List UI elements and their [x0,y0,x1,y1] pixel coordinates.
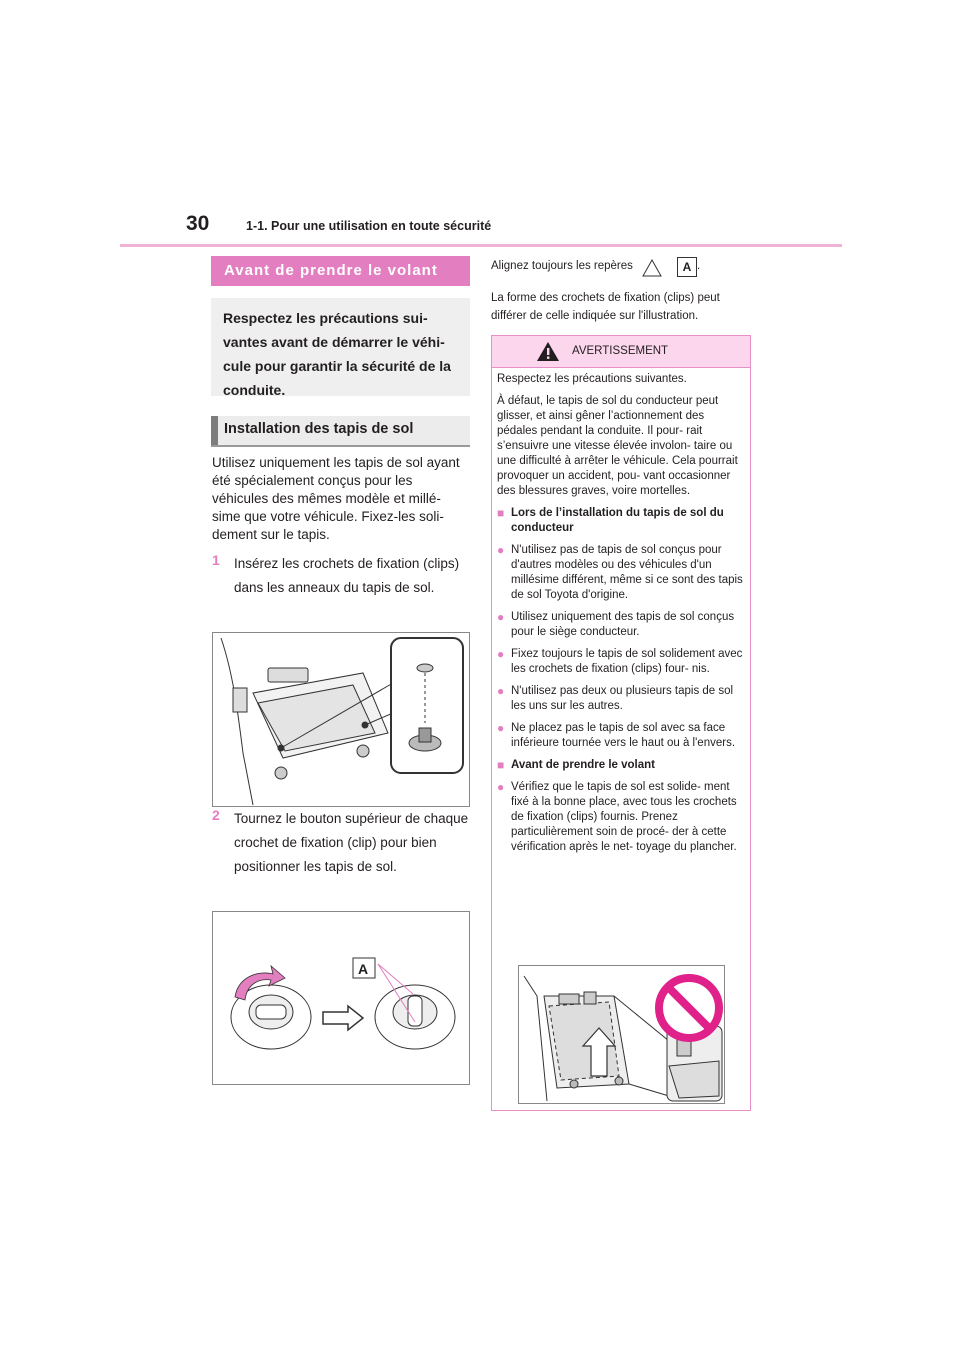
avant-heading [211,256,470,286]
circle-bullet-icon: ● [497,684,505,698]
warning-bullet-2 [497,610,745,640]
warning-paragraph-2: À défaut, le tapis de sol du conducteur peut glisser, et ainsi gêner l’actionnement des pédales pendant la conduite. Il pour- rait s’ensuivre une vitesse élevée involon- taire ou une difficulté à arrêter le véhicule. Cela pourrait provoquer un accident, pou- vant occasionner des blessures graves, voire mortelles. [497,395,738,497]
warning-heading-2-text: Avant de prendre le volant [511,759,655,771]
incorrect-mat-illustration [518,965,725,1104]
a-mark: A [677,257,697,277]
body-paragraph: Utilisez uniquement les tapis de sol ayant été spécialement conçus pour les véhicules des mêmes modèle et millé- sime que votre véhicule. Fixez-les soli- dement sur le tapis. [212,455,460,542]
square-bullet-icon: ■ [497,758,505,772]
floor-mat-drawing [213,633,469,806]
warning-title: AVERTISSEMENT [572,345,669,357]
incorrect-mat-drawing [519,966,724,1103]
triangle-mark-icon [641,258,663,278]
warning-paragraph-1: Respectez les précautions suivantes. [497,373,687,385]
intro-text: Respectez les précautions sui- vantes avant de démarrer le véhi- cule pour garantir la sécurité de la conduite. [223,310,451,398]
circle-bullet-icon: ● [497,647,505,661]
warning-bullet-5-text: Ne placez pas le tapis de sol avec sa face inférieure tournée vers le haut ou à l'envers. [511,722,736,749]
page-number: 30 [186,212,210,235]
align-text-end: . [697,260,701,272]
shape-note: La forme des crochets de fixation (clips) peut différer de celle indiquée sur l'illustration. [491,292,720,322]
warning-bullet-1-text: N'utilisez pas de tapis de sol conçus pour d'autres modèles ou des véhicules d'un millésime différent, même si ce sont des tapis de sol Toyota d'origine. [511,544,743,601]
step-1-text: Insérez les crochets de fixation (clips) dans les anneaux du tapis de sol. [234,556,460,595]
warning-body [497,372,745,862]
header-rule [120,244,842,247]
circle-bullet-icon: ● [497,543,505,557]
step-number-1: 1 [212,552,220,568]
clip-rotation-illustration [212,911,470,1085]
square-bullet-icon: ■ [497,506,505,520]
circle-bullet-icon: ● [497,780,505,794]
section-title: 1-1. Pour une utilisation en toute sécurité [246,219,492,233]
step-number-2: 2 [212,807,220,823]
floor-mat-illustration [212,632,470,807]
warning-bullet-3 [497,647,745,677]
avant-heading-text: Avant de prendre le volant [224,262,438,279]
step-2-text: Tournez le bouton supérieur de chaque crochet de fixation (clip) pour bien positionner les tapis de sol. [234,811,469,874]
warning-bullet-5 [497,721,745,751]
installation-heading-text: Installation des tapis de sol [224,421,414,437]
warning-bullet-3-text: Fixez toujours le tapis de sol solidement avec les crochets de fixation (clips) four- nis. [511,648,743,675]
warning-icon [536,341,560,362]
warning-heading-2 [497,758,745,773]
warning-bullet-1 [497,543,745,603]
warning-bullet-6 [497,780,745,855]
warning-bullet-4-text: N'utilisez pas deux ou plusieurs tapis de sol les uns sur les autres. [511,685,734,712]
clip-drawing [213,912,469,1084]
warning-heading-1 [497,506,745,536]
circle-bullet-icon: ● [497,610,505,624]
heading-marker [211,416,218,445]
warning-bullet-6-text: Vérifiez que le tapis de sol est solide- ment fixé à la bonne place, avec tous les crochets de fixation (clips) fournis. Prenez particulièrement soin de procé- der à cette vérification après le net- toyage du plancher. [511,781,737,853]
label-a: A [358,961,369,977]
warning-heading-1-text: Lors de l’installation du tapis de sol du conducteur [511,507,724,534]
circle-bullet-icon: ● [497,721,505,735]
warning-bullet-2-text: Utilisez uniquement des tapis de sol conçus pour le siège conducteur. [511,611,735,638]
warning-bullet-4 [497,684,745,714]
align-text: Alignez toujours les repères [491,260,633,272]
